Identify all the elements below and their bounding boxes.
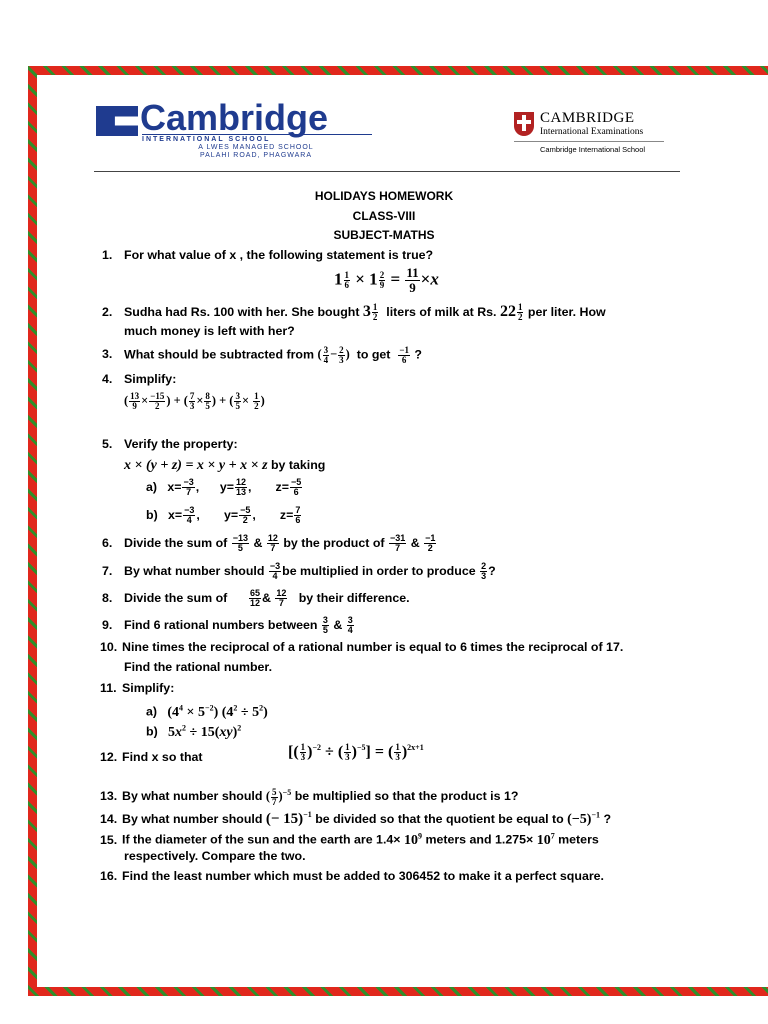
- school-line1: A LWES MANAGED SCHOOL: [198, 144, 314, 151]
- question-5: [102, 436, 238, 452]
- q6-text-a: Divide the sum of: [124, 535, 228, 550]
- question-number: 4.: [102, 372, 113, 386]
- question-13: 13. By what number should ( $\frac{5}{7}$ )$^{-5}$ be multiplied so that the product is 1?: [100, 786, 519, 807]
- question-16: [102, 868, 604, 884]
- q9-text-a: Find 6 rational numbers between: [124, 617, 318, 632]
- q13-text-a: By what number should: [122, 789, 263, 804]
- q12-equation: [( $\frac{1}{3}$ )$^{-2}$ ÷ ( $\frac{1}{3}$ )$^{-5}$] = ( $\frac{1}{3}$ )$^{2x+1}$: [288, 742, 424, 763]
- question-number: 13.: [100, 789, 118, 804]
- question-number: 1.: [102, 248, 113, 262]
- question-number: 9.: [102, 617, 113, 632]
- question-2: [102, 303, 606, 322]
- q8-text-b: by their difference.: [298, 590, 410, 605]
- title-line3: SUBJECT-MATHS: [333, 228, 435, 242]
- q3-text-a: What should be subtracted from: [124, 347, 314, 362]
- q2-text-a: Sudha had Rs. 100 with her. She bought: [124, 305, 360, 320]
- q5-property: [124, 457, 325, 474]
- cam-school: Cambridge International School: [540, 145, 646, 154]
- q7-text-b: be multiplied in order to produce: [282, 563, 476, 578]
- q15-text-b: meters and 1.275×: [425, 832, 534, 847]
- title-line1: HOLIDAYS HOMEWORK: [314, 189, 454, 203]
- question-12: [102, 749, 203, 765]
- question-number: 8.: [102, 590, 113, 605]
- q2-fraction-b: 22 $\frac{1}{2}$: [499, 302, 523, 322]
- header-divider: [94, 171, 680, 172]
- q3-text-c: ?: [414, 347, 422, 362]
- q5-equation: x × (y + z) = x × y + x × z: [124, 458, 268, 473]
- question-number: 11.: [100, 681, 117, 695]
- q15-text-c: meters: [558, 832, 599, 847]
- q13-text-b: be multiplied so that the product is 1?: [294, 789, 519, 804]
- q14-text-c: ?: [603, 812, 612, 826]
- q3-expression: ( $\frac{3}{4}$ − $\frac{2}{3}$ ): [317, 345, 350, 365]
- q14-text-b: be divided so that the quotient be equal to: [315, 812, 564, 826]
- q3-target: $\frac{-1}{6}$: [399, 345, 409, 365]
- q15-text-a: If the diameter of the sun and the earth are 1.4×: [122, 832, 401, 847]
- question-11: [102, 680, 174, 696]
- cambridge-exams-logo: [514, 110, 674, 158]
- q11-part-a: a) $(4^4 \times 5^{-2}) (4^2 \div 5^2)$: [146, 703, 268, 720]
- q11-part-b: b) $5x^2 \div 15(xy)^2$: [146, 723, 242, 740]
- q10-text-a: Nine times the reciprocal of a rational number is equal to 6 times the reciprocal of 17.: [122, 640, 624, 654]
- question-9: 9. Find 6 rational numbers between $\frac{3}{5}$ & $\frac{3}{4}$: [102, 615, 353, 635]
- q2-fraction-a: 3 $\frac{1}{2}$: [362, 302, 378, 322]
- question-text: Find x so that: [122, 750, 203, 764]
- question-8: 8. Divide the sum of $\frac{65}{12}$ & $\frac{12}{7}$ by their difference.: [102, 588, 410, 608]
- question-15: 15. If the diameter of the sun and the earth are $1.4\times 10^9$ meters and $1.275\times 10^7$ meters: [100, 831, 599, 848]
- school-address: [166, 144, 346, 160]
- q4-expression: ( $\frac{13}{9}$ × $\frac{-15}{2}$ ) + ( $\frac{7}{3}$ × $\frac{8}{5}$ ) + ( $\frac{3}{5}$ × $\frac{1}{2}$ ): [124, 391, 265, 411]
- q5-part-a: a) x= $\frac{-3}{7}$ , y= $\frac{12}{13}$ , z= $\frac{-5}{6}$: [146, 477, 302, 497]
- question-10: [102, 639, 623, 655]
- q15-text-d: respectively. Compare the two.: [124, 849, 306, 863]
- question-number: 10.: [100, 640, 118, 654]
- question-text: Find the least number which must be added to 306452 to make it a perfect square.: [122, 869, 604, 883]
- q5-text-b: by taking: [270, 458, 326, 472]
- shield-icon: [514, 112, 534, 136]
- q5-part-b: b) x= $\frac{-3}{4}$ , y= $\frac{-5}{2}$ , z= $\frac{7}{6}$: [146, 505, 301, 525]
- question-number: 3.: [102, 347, 113, 362]
- question-3: [102, 346, 422, 365]
- q2-text-b: liters of milk at Rs.: [386, 305, 497, 320]
- q1-equation: 1 $\frac{1}{6}$ × 1 $\frac{2}{9}$ = $\frac{11}{9}$ ×x: [334, 265, 439, 295]
- q14-text-a: By what number should: [122, 812, 263, 826]
- question-7: 7. By what number should $\frac{-3}{4}$ be multiplied in order to produce $\frac{2}{3}$ ?: [102, 561, 496, 581]
- question-number: 12.: [100, 750, 118, 764]
- q7-text-a: By what number should: [124, 563, 265, 578]
- title-line2: CLASS-VIII: [352, 209, 416, 223]
- q10-text-b: Find the rational number.: [124, 660, 273, 674]
- school-subtitle: INTERNATIONAL SCHOOL: [142, 134, 372, 143]
- cam-title: CAMBRIDGE: [540, 110, 635, 126]
- question-1: [102, 247, 433, 263]
- c-logo-icon: [96, 106, 138, 136]
- question-text: Simplify:: [124, 372, 177, 386]
- question-number: 16.: [100, 869, 118, 883]
- school-line2: PALAHI ROAD, PHAGWARA: [199, 152, 313, 159]
- question-14: 14. By what number should (− 15)$^{-1}$ be divided so that the quotient be equal to $(-5)^{-1}$ ?: [100, 810, 612, 827]
- school-name: Cambridge: [140, 97, 329, 138]
- divider: [514, 141, 664, 142]
- question-text: Verify the property:: [124, 437, 238, 451]
- question-number: 6.: [102, 535, 113, 550]
- q2-text-d: much money is left with her?: [124, 324, 295, 338]
- q2-text-c: per liter. How: [527, 305, 606, 320]
- question-number: 2.: [102, 305, 113, 320]
- question-number: 15.: [100, 832, 118, 847]
- question-4: [102, 371, 176, 387]
- q8-text-a: Divide the sum of: [124, 590, 228, 605]
- question-number: 5.: [102, 437, 113, 451]
- q7-text-c: ?: [488, 563, 496, 578]
- question-text: For what value of x , the following statement is true?: [124, 248, 434, 262]
- question-number: 14.: [100, 812, 118, 826]
- question-text: Simplify:: [122, 681, 175, 695]
- cam-subtitle: International Examinations: [540, 127, 644, 137]
- question-6: 6. Divide the sum of $\frac{-13}{5}$ & $\frac{12}{7}$ by the product of $\frac{-31}{7}$ & $\frac{-1}{2}$: [102, 533, 436, 553]
- question-number: 7.: [102, 563, 113, 578]
- q3-text-b: to get: [356, 347, 391, 362]
- q6-text-b: by the product of: [283, 535, 385, 550]
- school-logo: [96, 97, 376, 159]
